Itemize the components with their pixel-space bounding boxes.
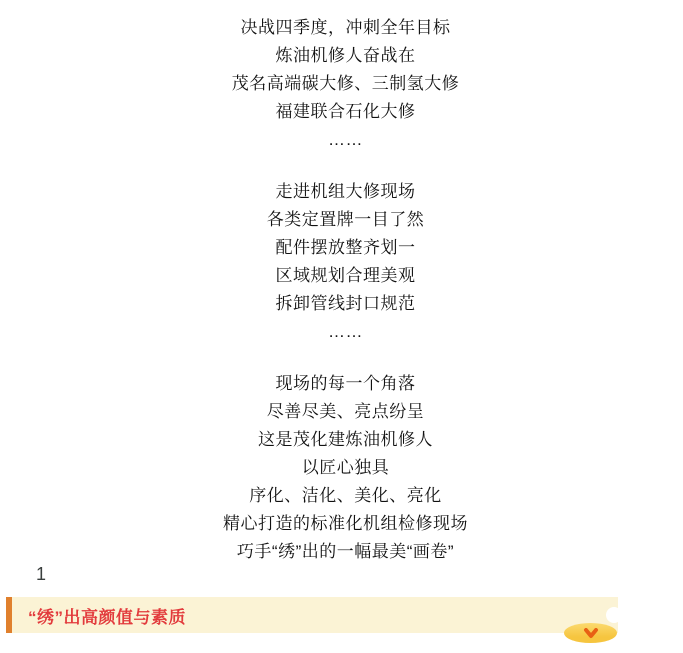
poem-line: …… bbox=[328, 322, 363, 341]
poem-line: 精心打造的标准化机组检修现场 bbox=[223, 514, 468, 533]
stanza bbox=[8, 370, 683, 566]
poem-line: …… bbox=[328, 130, 363, 149]
poem-line: 拆卸管线封口规范 bbox=[275, 294, 416, 313]
poem-line: 序化、洁化、美化、亮化 bbox=[249, 486, 442, 505]
poem-line: 茂名高端碳大修、三制氢大修 bbox=[231, 74, 460, 93]
section-header-bar bbox=[6, 597, 618, 633]
poem-line: 走进机组大修现场 bbox=[275, 182, 416, 201]
poem-line: 尽善尽美、亮点纷呈 bbox=[266, 402, 425, 421]
poem-line: 巧手“绣”出的一幅最美“画卷” bbox=[236, 542, 455, 561]
poem-line: 炼油机修人奋战在 bbox=[275, 46, 416, 65]
decorative-notch bbox=[606, 607, 622, 623]
poem-line: 决战四季度，冲刺全年目标 bbox=[240, 18, 451, 37]
poem-line: 这是茂化建炼油机修人 bbox=[258, 430, 433, 449]
poem-line: 各类定置牌一目了然 bbox=[266, 210, 425, 229]
stanza bbox=[8, 14, 683, 154]
expand-section-button[interactable] bbox=[564, 623, 617, 643]
poem-line: 配件摆放整齐划一 bbox=[275, 238, 416, 257]
poem-line: 以匠心独具 bbox=[301, 458, 390, 477]
chevron-down-icon bbox=[582, 628, 600, 639]
poem bbox=[8, 14, 683, 566]
section-title: “绣”出高颜值与素质 bbox=[28, 607, 186, 627]
page-number: 1 bbox=[36, 564, 47, 584]
poem-line: 区域规划合理美观 bbox=[275, 266, 416, 285]
stanza bbox=[8, 178, 683, 346]
poem-line: 现场的每一个角落 bbox=[275, 374, 416, 393]
poem-line: 福建联合石化大修 bbox=[275, 102, 416, 121]
